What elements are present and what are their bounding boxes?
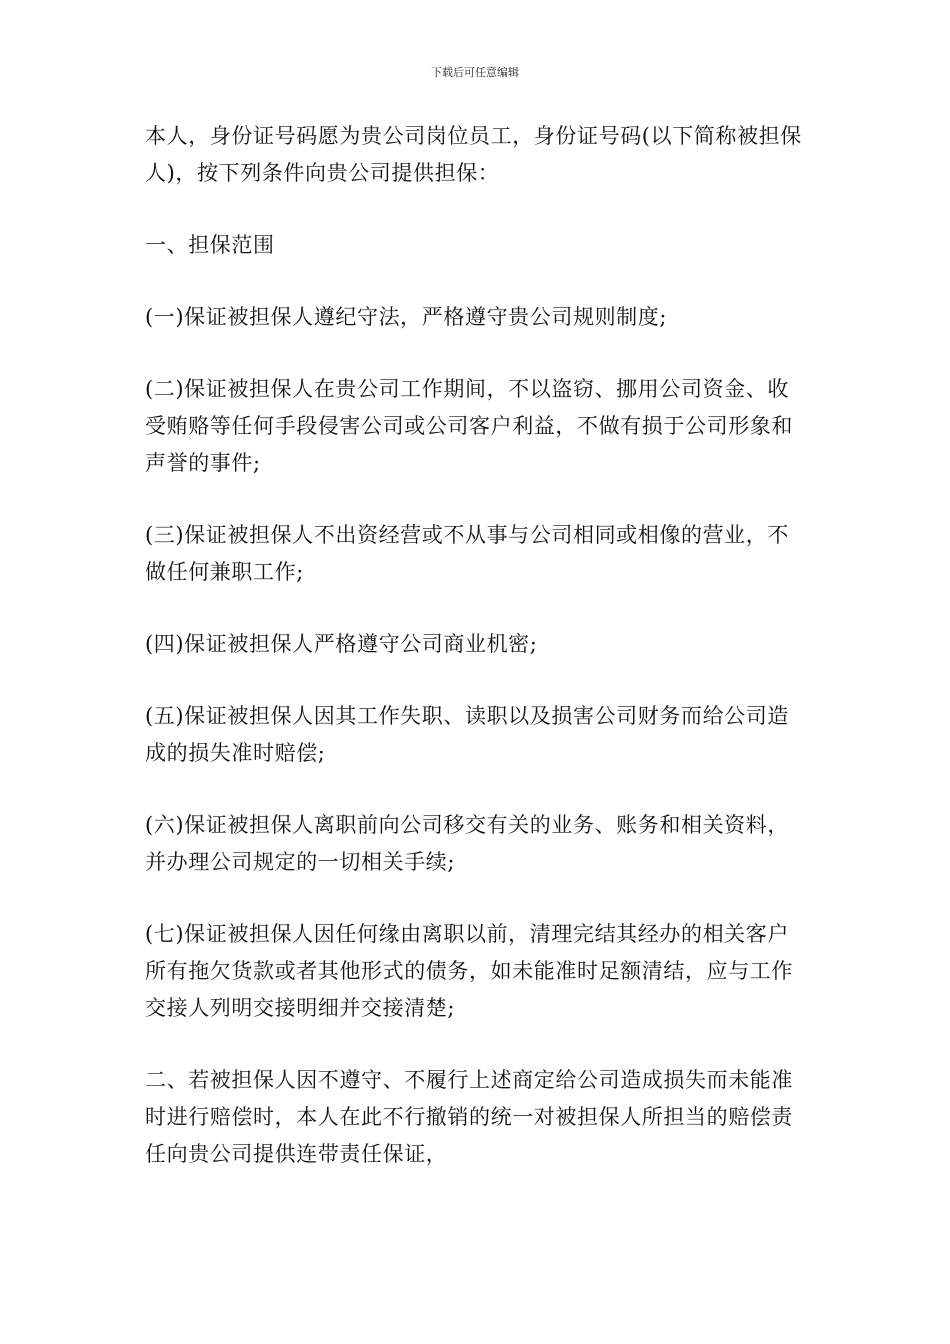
clause-1: (一)保证被担保人遵纪守法，严格遵守贵公司规则制度; [145, 305, 668, 329]
paragraph-intro: 本人，身份证号码愿为贵公司岗位员工，身份证号码(以下简称被担保人)，按下列条件向贵公司提供担保： [145, 124, 802, 185]
document-body [145, 118, 810, 1173]
clause-2: (二)保证被担保人在贵公司工作期间，不以盗窃、挪用公司资金、收受贿赂等任何手段侵害公司或公司客户利益，不做有损于公司形象和声誉的事件; [145, 377, 793, 475]
clause-3: (三)保证被担保人不出资经营或不从事与公司相同或相像的营业，不做任何兼职工作; [145, 523, 789, 584]
section-heading-guarantee-scope: 一、担保范围 [145, 233, 275, 257]
clause-7: (七)保证被担保人因任何缘由离职以前，清理完结其经办的相关客户所有拖欠货款或者其他形式的债务，如未能准时足额清结，应与工作交接人列明交接明细并交接清楚; [145, 922, 793, 1020]
clause-5: (五)保证被担保人因其工作失职、读职以及损害公司财务而给公司造成的损失准时赔偿; [145, 704, 789, 765]
header-note: 下载后可任意编辑 [431, 66, 519, 79]
section-2-paragraph: 二、若被担保人因不遵守、不履行上述商定给公司造成损失而未能准时进行赔偿时，本人在此不行撤销的统一对被担保人所担当的赔偿责任向贵公司提供连带责任保证， [145, 1068, 793, 1166]
clause-4: (四)保证被担保人严格遵守公司商业机密; [145, 632, 538, 656]
clause-6: (六)保证被担保人离职前向公司移交有关的业务、账务和相关资料，并办理公司规定的一切相关手续; [145, 813, 789, 874]
